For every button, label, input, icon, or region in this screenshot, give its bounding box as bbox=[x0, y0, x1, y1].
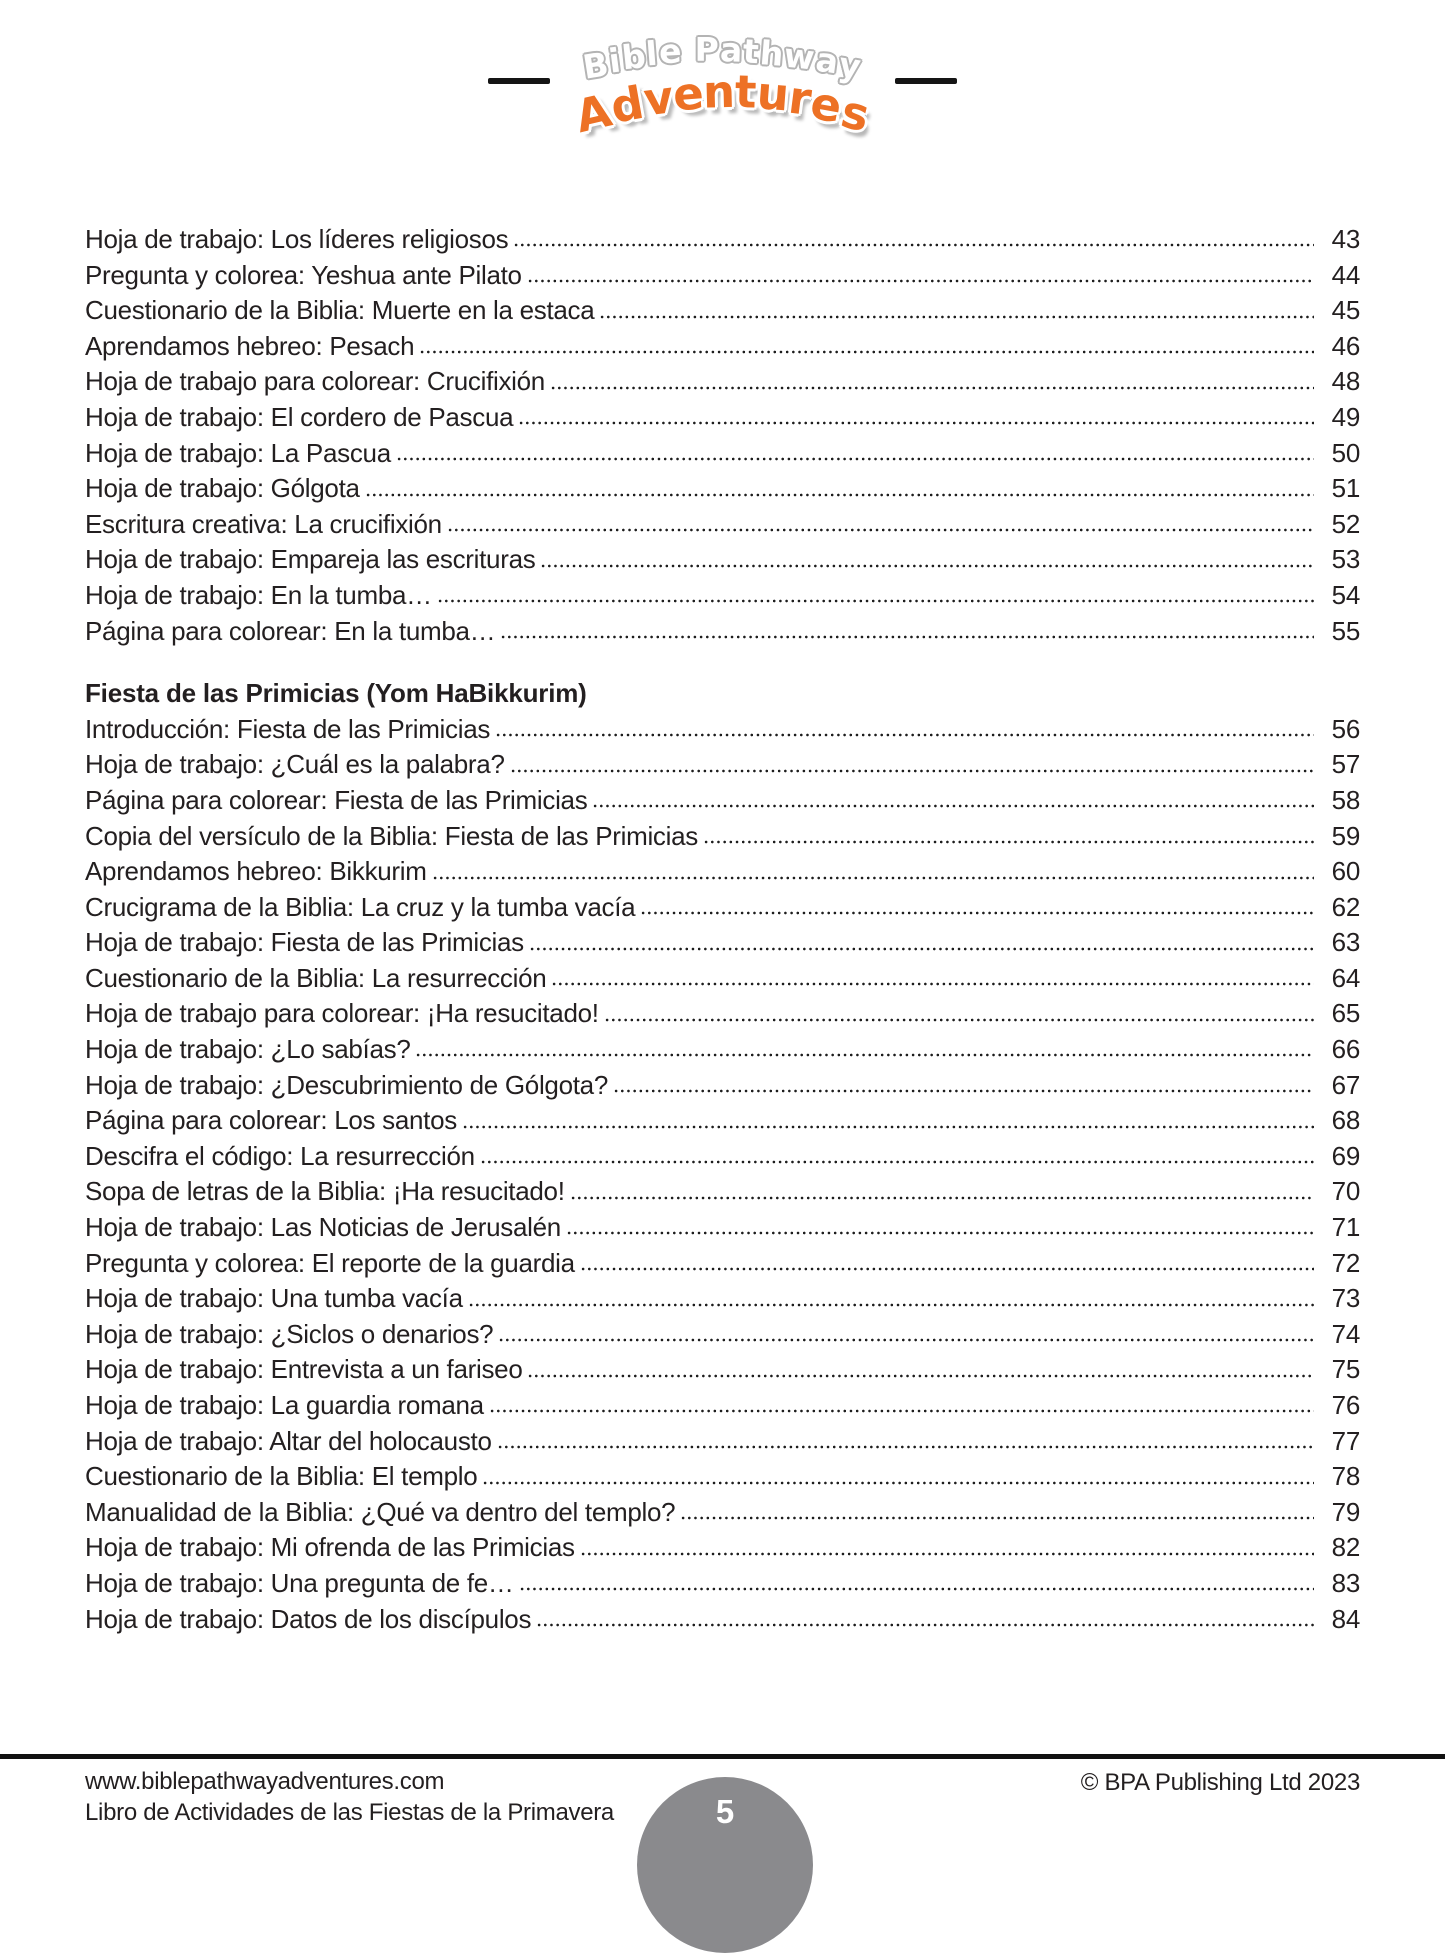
toc-entry-page: 78 bbox=[1331, 1461, 1360, 1492]
footer-left bbox=[85, 1766, 614, 1828]
toc-entry bbox=[85, 1068, 1360, 1104]
toc-leader-dots bbox=[680, 1495, 1314, 1531]
toc-entry bbox=[85, 747, 1360, 783]
toc-entry-page: 82 bbox=[1331, 1532, 1360, 1563]
toc-leader-dots bbox=[592, 783, 1314, 819]
toc-entry-page: 58 bbox=[1331, 784, 1360, 815]
footer-book-title: Libro de Actividades de las Fiestas de la Primavera bbox=[85, 1799, 614, 1826]
toc-entry bbox=[85, 1602, 1360, 1638]
toc-entry-page: 45 bbox=[1331, 295, 1360, 326]
toc-entry-page: 63 bbox=[1331, 927, 1360, 958]
toc-entry bbox=[85, 1459, 1360, 1495]
toc-entry-page: 50 bbox=[1331, 437, 1360, 468]
toc-leader-dots bbox=[529, 925, 1314, 961]
page-number: 5 bbox=[715, 1793, 735, 1830]
toc-entry bbox=[85, 1032, 1360, 1068]
toc-entry-page: 79 bbox=[1331, 1496, 1360, 1527]
toc-leader-dots bbox=[536, 1602, 1314, 1638]
logo-line-adventures: Adventures bbox=[570, 64, 875, 144]
toc-entry bbox=[85, 329, 1360, 365]
toc-leader-dots bbox=[604, 996, 1314, 1032]
toc-entry-page: 83 bbox=[1331, 1567, 1360, 1598]
toc-entry bbox=[85, 293, 1360, 329]
toc-entry-page: 46 bbox=[1331, 330, 1360, 361]
toc-entry bbox=[85, 854, 1360, 890]
toc-entry-title: Descifra el código: La resurrección bbox=[85, 1140, 475, 1171]
toc-entry-title: Hoja de trabajo: Entrevista a un fariseo bbox=[85, 1354, 523, 1385]
logo-line-bible-pathway: Bible Pathway bbox=[580, 30, 865, 87]
toc-leader-dots bbox=[396, 436, 1314, 472]
toc-section-header: Fiesta de las Primicias (Yom HaBikkurim) bbox=[85, 678, 587, 709]
toc-entry bbox=[85, 1495, 1360, 1531]
toc-entry-page: 71 bbox=[1331, 1212, 1360, 1243]
toc-entry-title: Cuestionario de la Biblia: El templo bbox=[85, 1461, 478, 1492]
toc-leader-dots bbox=[640, 890, 1314, 926]
toc-entry-title: Pregunta y colorea: Yeshua ante Pilato bbox=[85, 259, 522, 290]
toc-leader-dots bbox=[513, 222, 1314, 258]
toc-entry-page: 60 bbox=[1331, 856, 1360, 887]
toc-entry bbox=[85, 258, 1360, 294]
toc-entry bbox=[85, 471, 1360, 507]
toc-entry-page: 51 bbox=[1331, 473, 1360, 504]
toc-entry bbox=[85, 925, 1360, 961]
toc-leader-dots bbox=[703, 819, 1314, 855]
toc-entry bbox=[85, 783, 1360, 819]
toc-entry-title: Hoja de trabajo: Gólgota bbox=[85, 473, 360, 504]
toc-entry-page: 57 bbox=[1331, 749, 1360, 780]
toc-leader-dots bbox=[468, 1281, 1314, 1317]
toc-entry bbox=[85, 222, 1360, 258]
toc-entry-title: Aprendamos hebreo: Bikkurim bbox=[85, 856, 427, 887]
toc-entry-title: Sopa de letras de la Biblia: ¡Ha resucitado! bbox=[85, 1176, 565, 1207]
toc-entry-page: 76 bbox=[1331, 1390, 1360, 1420]
toc-leader-dots bbox=[510, 747, 1314, 783]
toc-entry-title: Página para colorear: Fiesta de las Primicias bbox=[85, 784, 588, 815]
toc-leader-dots bbox=[447, 507, 1314, 543]
toc-leader-dots bbox=[365, 471, 1314, 507]
toc-leader-dots bbox=[566, 1210, 1314, 1246]
toc-leader-dots bbox=[570, 1174, 1314, 1210]
toc-entry-title: Hoja de trabajo: Fiesta de las Primicias bbox=[85, 927, 524, 958]
toc-entry bbox=[85, 1424, 1360, 1460]
toc-entry bbox=[85, 1530, 1360, 1566]
toc-entry bbox=[85, 400, 1360, 436]
toc-entry bbox=[85, 364, 1360, 400]
toc-entry-page: 59 bbox=[1331, 820, 1360, 851]
toc-entry-page: 66 bbox=[1331, 1034, 1360, 1065]
toc-entry-title: Introducción: Fiesta de las Primicias bbox=[85, 713, 491, 744]
toc-leader-dots bbox=[498, 1317, 1314, 1353]
toc-entry bbox=[85, 1281, 1360, 1317]
toc-entry bbox=[85, 1103, 1360, 1139]
toc-entry-title: Crucigrama de la Biblia: La cruz y la tumba vacía bbox=[85, 891, 636, 922]
toc-entry-page: 52 bbox=[1331, 508, 1360, 539]
toc-leader-dots bbox=[613, 1068, 1314, 1104]
toc-entry bbox=[85, 819, 1360, 855]
toc-entry-page: 44 bbox=[1331, 259, 1360, 290]
toc-entry bbox=[85, 712, 1360, 748]
toc-entry bbox=[85, 1317, 1360, 1353]
toc-entry bbox=[85, 1566, 1360, 1602]
toc-entry-title: Escritura creativa: La crucifixión bbox=[85, 508, 442, 539]
toc-entry-title: Aprendamos hebreo: Pesach bbox=[85, 330, 415, 361]
toc-entry-title: Página para colorear: En la tumba… bbox=[85, 615, 496, 646]
toc-entry-page: 73 bbox=[1331, 1283, 1360, 1314]
toc-entry-page: 62 bbox=[1331, 891, 1360, 922]
page-number-badge bbox=[637, 1777, 813, 1953]
toc-leader-dots bbox=[580, 1530, 1314, 1566]
toc-entry-title: Manualidad de la Biblia: ¿Qué va dentro del templo? bbox=[85, 1496, 676, 1527]
toc-entry-title: Hoja de trabajo para colorear: Crucifixión bbox=[85, 366, 545, 397]
toc-entry-page: 54 bbox=[1331, 579, 1360, 610]
toc-entry-title: Hoja de trabajo: Los líderes religiosos bbox=[85, 224, 509, 254]
toc-leader-dots bbox=[497, 1424, 1314, 1460]
toc-entry bbox=[85, 614, 1360, 650]
toc-leader-dots bbox=[500, 614, 1314, 650]
toc-entry-page: 56 bbox=[1331, 713, 1360, 744]
toc-leader-dots bbox=[599, 293, 1314, 329]
toc-entry-page: 55 bbox=[1331, 615, 1360, 646]
toc-leader-dots bbox=[518, 400, 1314, 436]
toc-leader-dots bbox=[580, 1246, 1314, 1282]
toc-entry-title: Hoja de trabajo: Mi ofrenda de las Primicias bbox=[85, 1532, 575, 1563]
logo-left-dash bbox=[488, 78, 550, 84]
toc-entry-page: 70 bbox=[1331, 1176, 1360, 1207]
toc-leader-dots bbox=[540, 542, 1314, 578]
logo-right-dash bbox=[895, 78, 957, 84]
toc-entry-page: 72 bbox=[1331, 1247, 1360, 1278]
bible-pathway-adventures-logo bbox=[0, 30, 1445, 144]
toc-entry-page: 48 bbox=[1331, 366, 1360, 397]
toc-entry bbox=[85, 507, 1360, 543]
toc-leader-dots bbox=[415, 1032, 1314, 1068]
toc-entry-page: 68 bbox=[1331, 1105, 1360, 1136]
toc-leader-dots bbox=[480, 1139, 1314, 1175]
toc-entry-page: 65 bbox=[1331, 998, 1360, 1029]
toc-entry-title: Hoja de trabajo: La guardia romana bbox=[85, 1390, 484, 1420]
footer-copyright: © BPA Publishing Ltd 2023 bbox=[1080, 1769, 1360, 1796]
toc-entry-page: 64 bbox=[1331, 962, 1360, 993]
toc-entry-page: 84 bbox=[1331, 1603, 1360, 1634]
toc-entry-page: 49 bbox=[1331, 401, 1360, 432]
toc-entry-page: 74 bbox=[1331, 1318, 1360, 1349]
toc-entry bbox=[85, 1174, 1360, 1210]
table-of-contents bbox=[85, 222, 1360, 1637]
toc-leader-dots bbox=[550, 364, 1314, 400]
toc-entry-title: Hoja de trabajo: Altar del holocausto bbox=[85, 1425, 492, 1456]
toc-leader-dots bbox=[527, 258, 1314, 294]
toc-entry-page: 69 bbox=[1331, 1140, 1360, 1171]
toc-entry bbox=[85, 961, 1360, 997]
toc-entry bbox=[85, 890, 1360, 926]
toc-leader-dots bbox=[489, 1388, 1314, 1424]
toc-leader-dots bbox=[551, 961, 1314, 997]
toc-leader-dots bbox=[527, 1352, 1314, 1388]
toc-entry bbox=[85, 578, 1360, 614]
toc-entry-title: Hoja de trabajo: ¿Descubrimiento de Gólgota? bbox=[85, 1069, 608, 1100]
toc-leader-dots bbox=[519, 1566, 1314, 1602]
toc-entry bbox=[85, 1388, 1360, 1424]
toc-entry-page: 43 bbox=[1331, 224, 1360, 254]
toc-entry-title: Hoja de trabajo: Las Noticias de Jerusalén bbox=[85, 1212, 561, 1243]
toc-leader-dots bbox=[437, 578, 1314, 614]
toc-entry bbox=[85, 1352, 1360, 1388]
toc-entry-title: Cuestionario de la Biblia: La resurrección bbox=[85, 962, 547, 993]
toc-entry bbox=[85, 1139, 1360, 1175]
toc-entry-title: Página para colorear: Los santos bbox=[85, 1105, 457, 1136]
toc-entry-title: Hoja de trabajo: El cordero de Pascua bbox=[85, 401, 514, 432]
toc-entry-page: 67 bbox=[1331, 1069, 1360, 1100]
toc-entry-title: Hoja de trabajo: Empareja las escrituras bbox=[85, 544, 536, 575]
toc-entry-title: Hoja de trabajo: ¿Siclos o denarios? bbox=[85, 1318, 494, 1349]
toc-entry-title: Hoja de trabajo: En la tumba… bbox=[85, 579, 432, 610]
toc-entry-title: Hoja de trabajo: ¿Lo sabías? bbox=[85, 1034, 411, 1065]
toc-entry-page: 53 bbox=[1331, 544, 1360, 575]
toc-entry-page: 77 bbox=[1331, 1425, 1360, 1456]
toc-entry-title: Pregunta y colorea: El reporte de la guardia bbox=[85, 1247, 575, 1278]
toc-leader-dots bbox=[432, 854, 1314, 890]
toc-entry-title: Cuestionario de la Biblia: Muerte en la estaca bbox=[85, 295, 595, 326]
footer-website: www.biblepathwayadventures.com bbox=[85, 1768, 445, 1795]
toc-entry-title: Copia del versículo de la Biblia: Fiesta de las Primicias bbox=[85, 820, 698, 851]
toc-leader-dots bbox=[419, 329, 1314, 365]
toc-entry-title: Hoja de trabajo: Una pregunta de fe… bbox=[85, 1567, 514, 1598]
logo-text bbox=[570, 30, 875, 144]
toc-leader-dots bbox=[482, 1459, 1314, 1495]
toc-entry bbox=[85, 1246, 1360, 1282]
toc-entry bbox=[85, 996, 1360, 1032]
toc-entry-title: Hoja de trabajo: Datos de los discípulos bbox=[85, 1603, 532, 1634]
toc-entry-title: Hoja de trabajo para colorear: ¡Ha resucitado! bbox=[85, 998, 599, 1029]
toc-entry-title: Hoja de trabajo: Una tumba vacía bbox=[85, 1283, 463, 1314]
toc-entry-page: 75 bbox=[1331, 1354, 1360, 1385]
toc-entry bbox=[85, 542, 1360, 578]
toc-leader-dots bbox=[495, 712, 1314, 748]
toc-leader-dots bbox=[462, 1103, 1314, 1139]
toc-entry-title: Hoja de trabajo: La Pascua bbox=[85, 437, 391, 468]
toc-entry bbox=[85, 1210, 1360, 1246]
toc-entry-title: Hoja de trabajo: ¿Cuál es la palabra? bbox=[85, 749, 505, 780]
footer-divider bbox=[0, 1754, 1445, 1759]
toc-entry bbox=[85, 436, 1360, 472]
